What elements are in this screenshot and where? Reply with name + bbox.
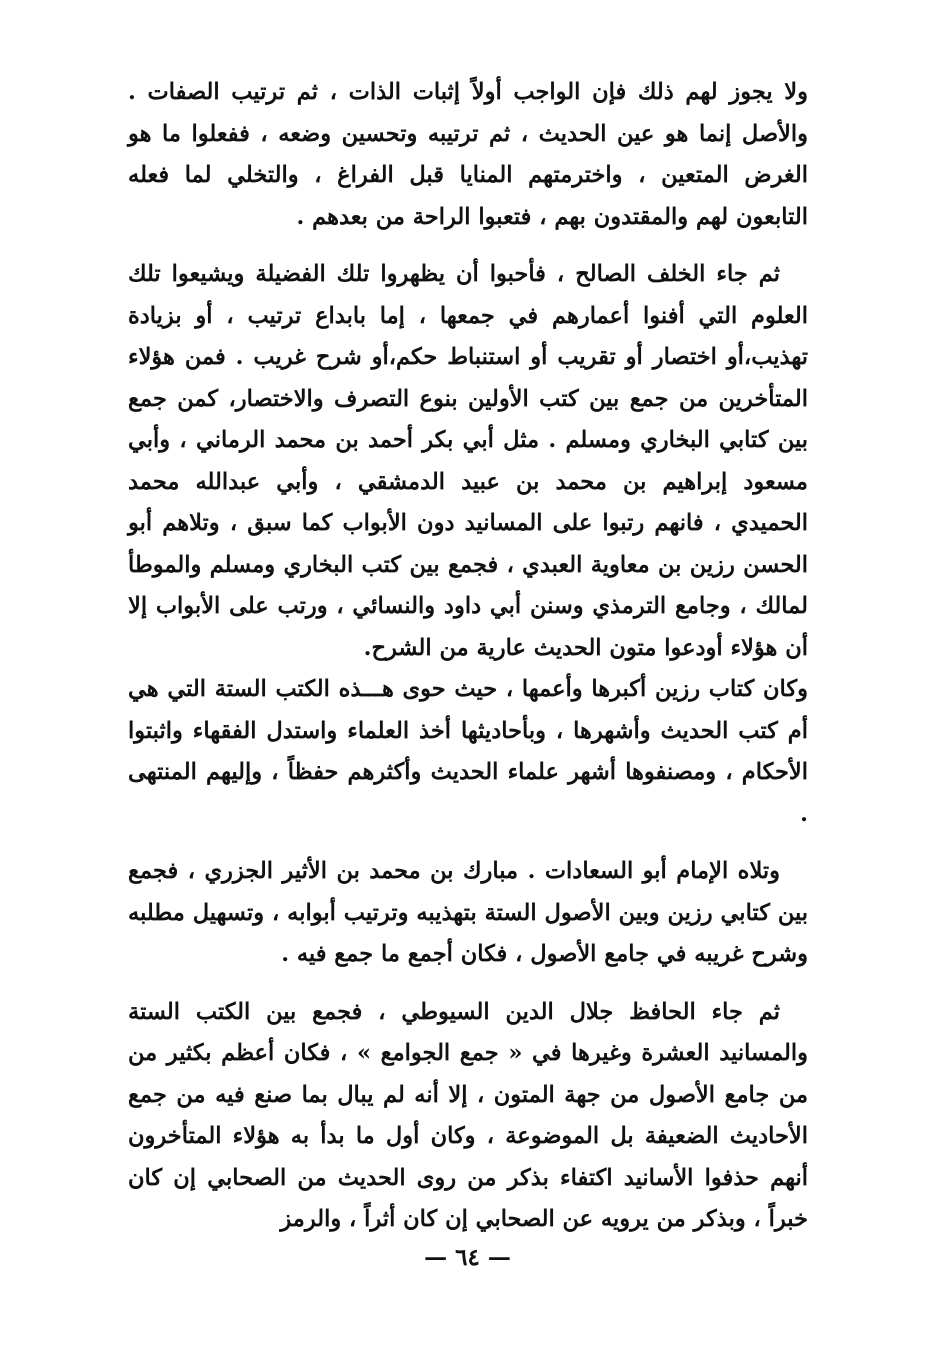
paragraph-2: ثم جاء الخلف الصالح ، فأحبوا أن يظهروا تلك الفضيلة ويشيعوا تلك العلوم التي أفنوا أعمارهم في جمعها ، إما بابداع ترتيب ، أو بزيادة تهذيب،أو اختصار أو تقريب أو استنباط حكم،أو شرح غريب . فمن هؤلاء المتأخرين من جمع بين كتب الأولين بنوع التصرف والاختصار، كمن جمع بين كتابي البخاري ومسلم . مثل أبي بكر أحمد بن محمد الرماني ، وأبي مسعود إبراهيم بن محمد بن عبيد الدمشقي ، وأبي عبدالله محمد الحميدي ، فانهم رتبوا على المسانيد دون الأبواب كما سبق ، وتلاهم أبو الحسن رزين بن معاوية العبدي ، فجمع بين كتب البخاري ومسلم والموطأ لمالك ، وجامع الترمذي وسنن أبي داود والنسائي ، ورتب على الأبواب إلا أن هؤلاء أودعوا متون الحديث عارية من الشرح.	[128, 261, 808, 661]
paragraph-1: ولا يجوز لهم ذلك فإن الواجب أولاً إثبات الذات ، ثم ترتيب الصفات . والأصل إنما هو عين الحديث ، ثم ترتيبه وتحسين وضعه ، ففعلوا ما هو الغرض المتعين ، واخترمتهم المنايا قبل الفراغ ، والتخلي لما فعله التابعون لهم والمقتدون بهم ، فتعبوا الراحة من بعدهم .	[128, 79, 808, 230]
body-text	[128, 72, 808, 1241]
page-number: — ٦٤ —	[424, 1244, 511, 1271]
paragraph-3: وكان كتاب رزين أكبرها وأعمها ، حيث حوى هـــذه الكتب الستة التي هي أم كتب الحديث وأشهرها ، وبأحاديثها أخذ العلماء واستدل الفقهاء واثبتوا الأحكام ، ومصنفوها أشهر علماء الحديث وأكثرهم حفظاً ، وإليهم المنتهى .	[128, 676, 808, 827]
paragraph-5: ثم جاء الحافظ جلال الدين السيوطي ، فجمع بين الكتب الستة والمسانيد العشرة وغيرها في « جمع الجوامع » ، فكان أعظم بكثير من من جامع الأصول من جهة المتون ، إلا أنه لم يبال بما صنع فيه من جمع الأحاديث الضعيفة بل الموضوعة ، وكان أول ما بدأ به هؤلاء المتأخرون أنهم حذفوا الأسانيد اكتفاء بذكر من روى الحديث من الصحابي إن كان خبراً ، وبذكر من يرويه عن الصحابي إن كان أثراً ، والرمز	[128, 998, 808, 1232]
paragraph-4: وتلاه الإمام أبو السعادات . مبارك بن محمد بن الأثير الجزري ، فجمع بين كتابي رزين وبين الأصول الستة بتهذيبه وترتيب أبوابه ، وتسهيل مطلبه وشرح غريبه في جامع الأصول ، فكان أجمع ما جمع فيه .	[128, 858, 808, 967]
